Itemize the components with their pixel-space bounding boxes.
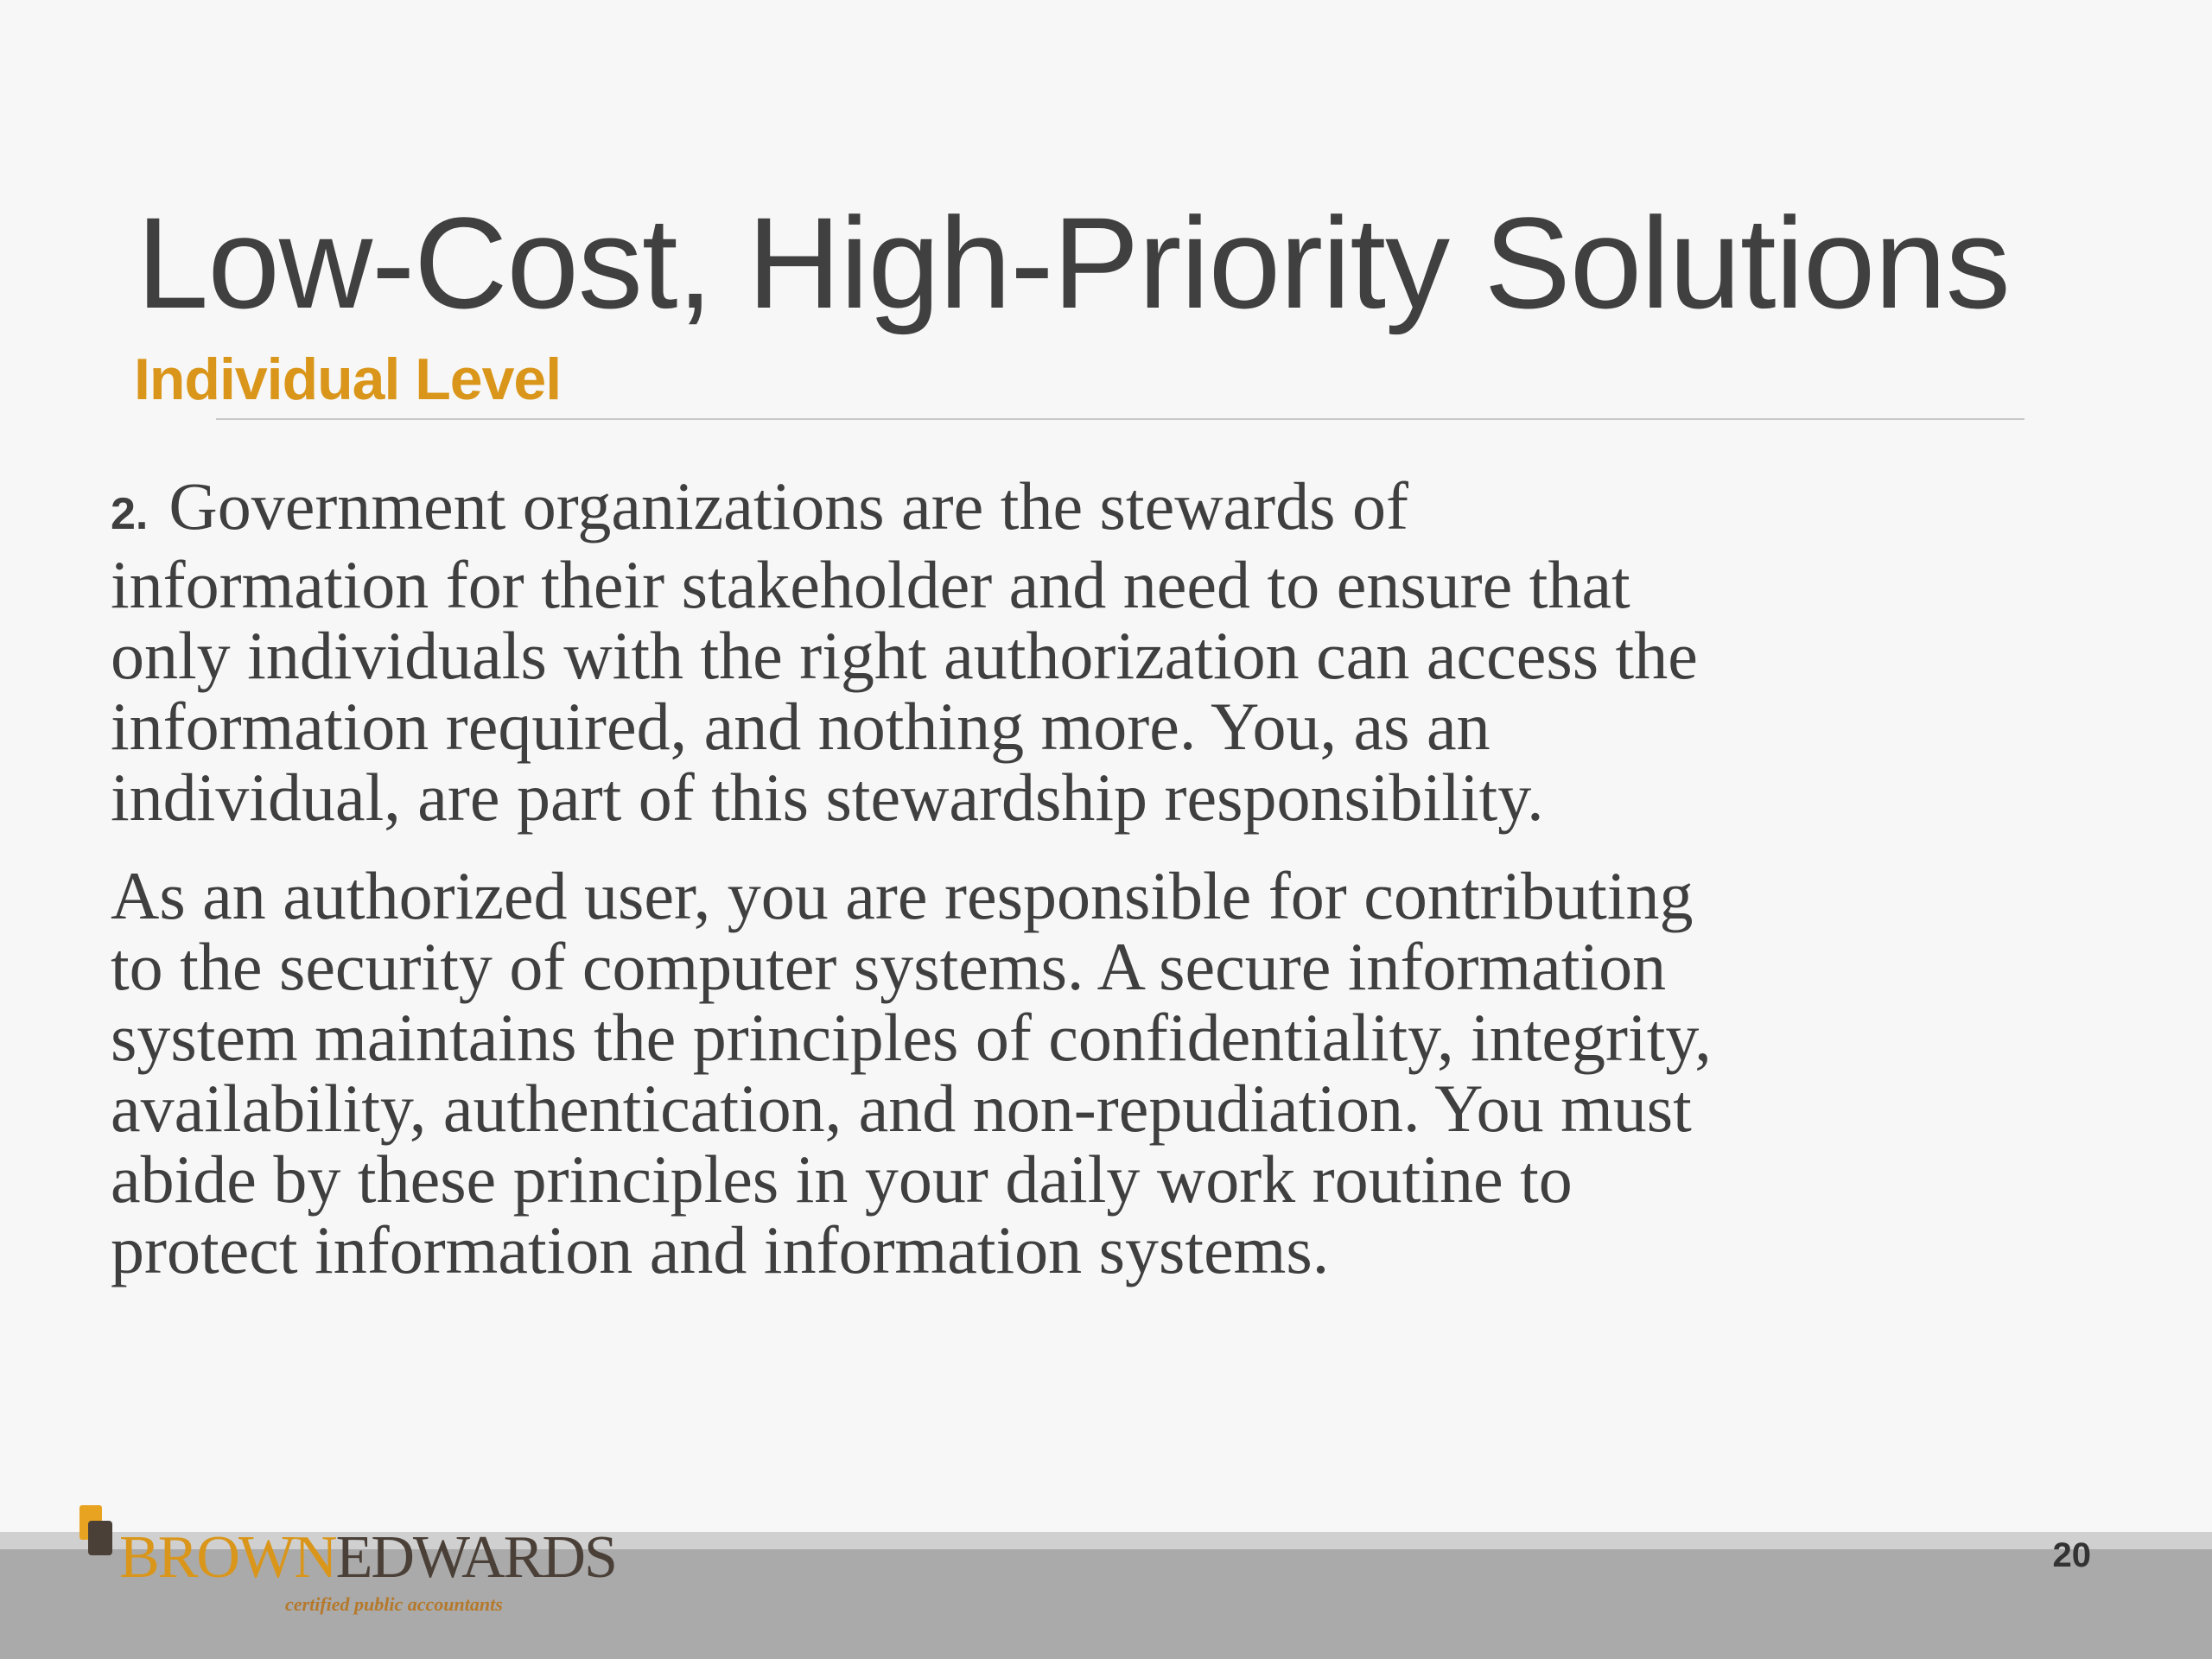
- logo-name-brown: BROWN: [119, 1524, 336, 1591]
- slide-subtitle: Individual Level: [134, 346, 562, 412]
- body-paragraph-1: [111, 468, 1718, 835]
- title-divider: [216, 418, 2024, 420]
- logo-mark-front-icon: [88, 1521, 112, 1555]
- page-number: 20: [2052, 1536, 2091, 1574]
- paragraph-1-text: Government organizations are the stewards of information for their stakeholder and need to ensure that only individuals with the right authorization can access the information required, and nothing more. You, as an individual, are part of this stewardship responsibility.: [111, 468, 1698, 835]
- logo-name: [119, 1524, 616, 1591]
- body-paragraph-2: As an authorized user, you are responsible for contributing to the security of computer systems. A secure information system maintains the principles of confidentiality, integrity, availability, authentication, and non-repudiation. You must abide by these principles in your daily work routine to protect information and information systems.: [111, 858, 1712, 1287]
- item-number: 2.: [111, 489, 149, 539]
- slide-title: Low-Cost, High-Priority Solutions: [137, 190, 2010, 335]
- logo-tagline: certified public accountants: [285, 1593, 503, 1615]
- logo-name-edwards: EDWARDS: [335, 1524, 616, 1591]
- slide-body: [111, 468, 1718, 1287]
- company-logo: [78, 1503, 616, 1624]
